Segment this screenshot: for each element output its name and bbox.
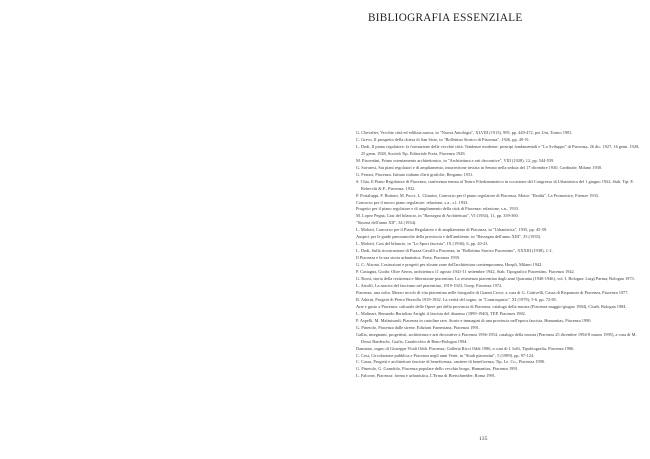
bibliography-entry: Auspici per le guide panoramiche della provincia e dell'ambiente, in "Rassegna dell'anno XIII", 35 (1935). (356, 234, 542, 240)
bibliography-entry: L. Molinari, Bernardo Bertolino Arrighi il fascista del dissenso (1899-1940), TEP, Piacenza 1982. (356, 310, 526, 316)
bibliography-entry: Piacenza, una volta. Mezzo secolo di vita piacentina nelle fotografie di Gianni Croce, a cura di G. Cattivelli, Cassa di Risparmio di Piacenza, Piacenza 1977. (356, 289, 629, 295)
bibliography-entry: Concorso per il nuovo piano regolatore: relazione, s.a., s.l. 1933. (356, 199, 469, 205)
bibliography-entry: L. Astolfi, La nascita del fascismo nel piacentino, 1919-1923, Unop, Piacenza 1972. (356, 282, 503, 288)
bibliography-entry: "Sinossi dell'anno XII", 34 (1934). (356, 220, 417, 226)
bibliography-entry: G. C. Alzona, Costruzioni e progetti per alcune zone dell'architettura contemporanea, Hoepli, Milano 1942. (356, 262, 543, 268)
bibliography-entry: C. Cosi, Circolazione pubblica e Piacenza negli anni Venti, in "Studi piacentini", 5 (1989), pp. 97-124. (356, 352, 535, 358)
bibliography-entry: M. Piacentini, Primo orientamento architettonico, in "Architettura e arti decorative", VIII (1928), 12, pp. 544-559. (356, 157, 555, 163)
bibliography-entry: P. Castagna, Guida: Oltre Aeron, architettura 11 agosto 1941-11 settembre 1942, Stab. Tipografico Piacentino, Piacenza 1942. (356, 269, 575, 275)
bibliography-entry: M. Lopez Pegna, Casi del bilancio, in "Rassegna di Architettura", VI (1934), 11, pp. 339-360. (356, 213, 519, 219)
bibliography-entry: G. Pinerolo, Piacenza dalle sirene. Edizioni Farnesiana, Piacenza 1991. (356, 324, 480, 330)
bibliography-entry: G. Ferrari, Piacenza. Istituto italiano d'arti grafiche, Bergamo 1931. (356, 171, 474, 177)
bibliography-entry: C. Greco, Il prospetto della chiesa di San Sisto, in "Bollettino Storico di Piacenza", 1926, pp. 49-51. (356, 136, 531, 142)
bibliography-entry: P. Aspelli, M. Malmisardi, Piacenza in cartoline rare. Storie e immagini di una provincia nell'epoca fascista, Humanitas, Piacenza 1990. (356, 317, 592, 323)
bibliography-entry: L. Dodi, Il piano regolatore: la formazione delle vecchie città. Tendenze moderne: principi fondamentali e "Lo Sviluppo" di Piacenza, 26 dic. 1927, 16 genn. 1928, 25 genn. 1928, Società Tip. Editoriale Porta, Piacenza 1928. (356, 143, 640, 156)
bibliography-entry: L. Dodi, Sulla ricostruzione di Piazza Cavalli a Piacenza, in "Bollettino Storico Piacentino", XXXIII (1938), 1-2. (356, 248, 553, 254)
bibliography-list (356, 130, 642, 380)
page-title: BIBLIOGRAFIA ESSENZIALE (368, 12, 523, 24)
bibliography-entry: G. Savaresi, Sui piani regolatori e di ampliamento, insurrezione inviata in Senato nella seduta del 17 dicembre 1930, Cardinale, Milano 1930. (356, 164, 603, 170)
bibliography-entry: L. Molotti, Casi del bilancio, in "Lo Sport fascista", IX (1936), 6, pp. 20-23. (356, 241, 489, 247)
bibliography-entry: Gallia, insegnanti, progettisti, architettura e arti decorative a Piacenza 1936-1954, catalogo della mostra (Piacenza 25 dicembre 1994-8 marzo 1995), a cura di M. Dezzi Bardeschi, Grafis, Casalecchio di Reno-Bologna 1994. (356, 331, 637, 344)
bibliography-entry: C. Cassa, Progetti e architetture fasciste di beneficenza, cantiere di beneficenza, Tip. Le. Co., Piacenza 1990. (356, 359, 546, 365)
page-number: 135 (479, 436, 488, 442)
bibliography-entry: G. Rossi, storia della resistenza e liberazione piacentina. La resistenza piacentina dagli anni Quaranta (1940-1946), vol. I, Bologna: Luigi Parma, Bologna 1973. (356, 276, 635, 282)
bibliography-entry: Arte e gusto a Piacenza: culturale delle Opere per della provincia di Piacenza, catalogo della mostra (Piacenza maggio-giugno 1984), Clueb, Bologna 1984. (356, 303, 627, 309)
bibliography-entry: B. Adorni, Progetti di Pietro Berzolla 1919-1932. La verità del sogno, in "Controspazio", XI (1979), 5-6, pp. 72-85. (356, 296, 557, 302)
bibliography-entry: G. Pinerolo, G. Grandolo, Piacenza popolare dello vecchio borgo, Humanitas, Piacenza 1991. (356, 366, 519, 372)
bibliography-entry: P. Portaluppi, F. Bottoni, M. Pucci, L. Chiarini, Concorso per il piano regolatore di Piacenza. Motto: "Realtà", La Promotrice, Firenze 1933. (356, 192, 600, 198)
bibliography-entry: S. Chia, Il Piano Regolatore di Piacenza, conferenza tenuta al Teatro Filodrammatico in occasione del Congresso di Urbanistica del 1 giugno 1932, Stab. Tip. E. Rebecchi & F., Piacenza, 1932. (356, 178, 635, 191)
bibliography-entry: Progetto per il piano regolatore e di ampliamento della città di Piacenza: relazione, s.n., 1933. (356, 206, 519, 212)
bibliography-entry: G. Chevalier, Vecchie città ed edilizia nuova, in "Nuova Antologia", XLVIII (1913), 995, pp. 449-472, poi Unt, Torino 1981. (356, 130, 573, 135)
bibliography-entry: Damiano, sogno di Giuseppe Vitali Oddi. Piacenza, Galleria Ricci Oddi 1986, a cura di I. Ioffi, Tipolitografia, Piacenza 1986. (356, 345, 575, 351)
bibliography-entry: L. Molotti, Concorso per il Piano Regolatore e di ampliamento di Piacenza, in "Urbanistica", 1935, pp. 45-59. (356, 227, 548, 233)
bibliography-entry: L. Falcone, Piacenza: forma e urbanistica, L'Erma di Bretschneider, Roma 1991. (356, 373, 496, 379)
bibliography-entry: Il Piacenza e la sua storia urbanistica, Porta, Piacenza 1939. (356, 255, 460, 261)
